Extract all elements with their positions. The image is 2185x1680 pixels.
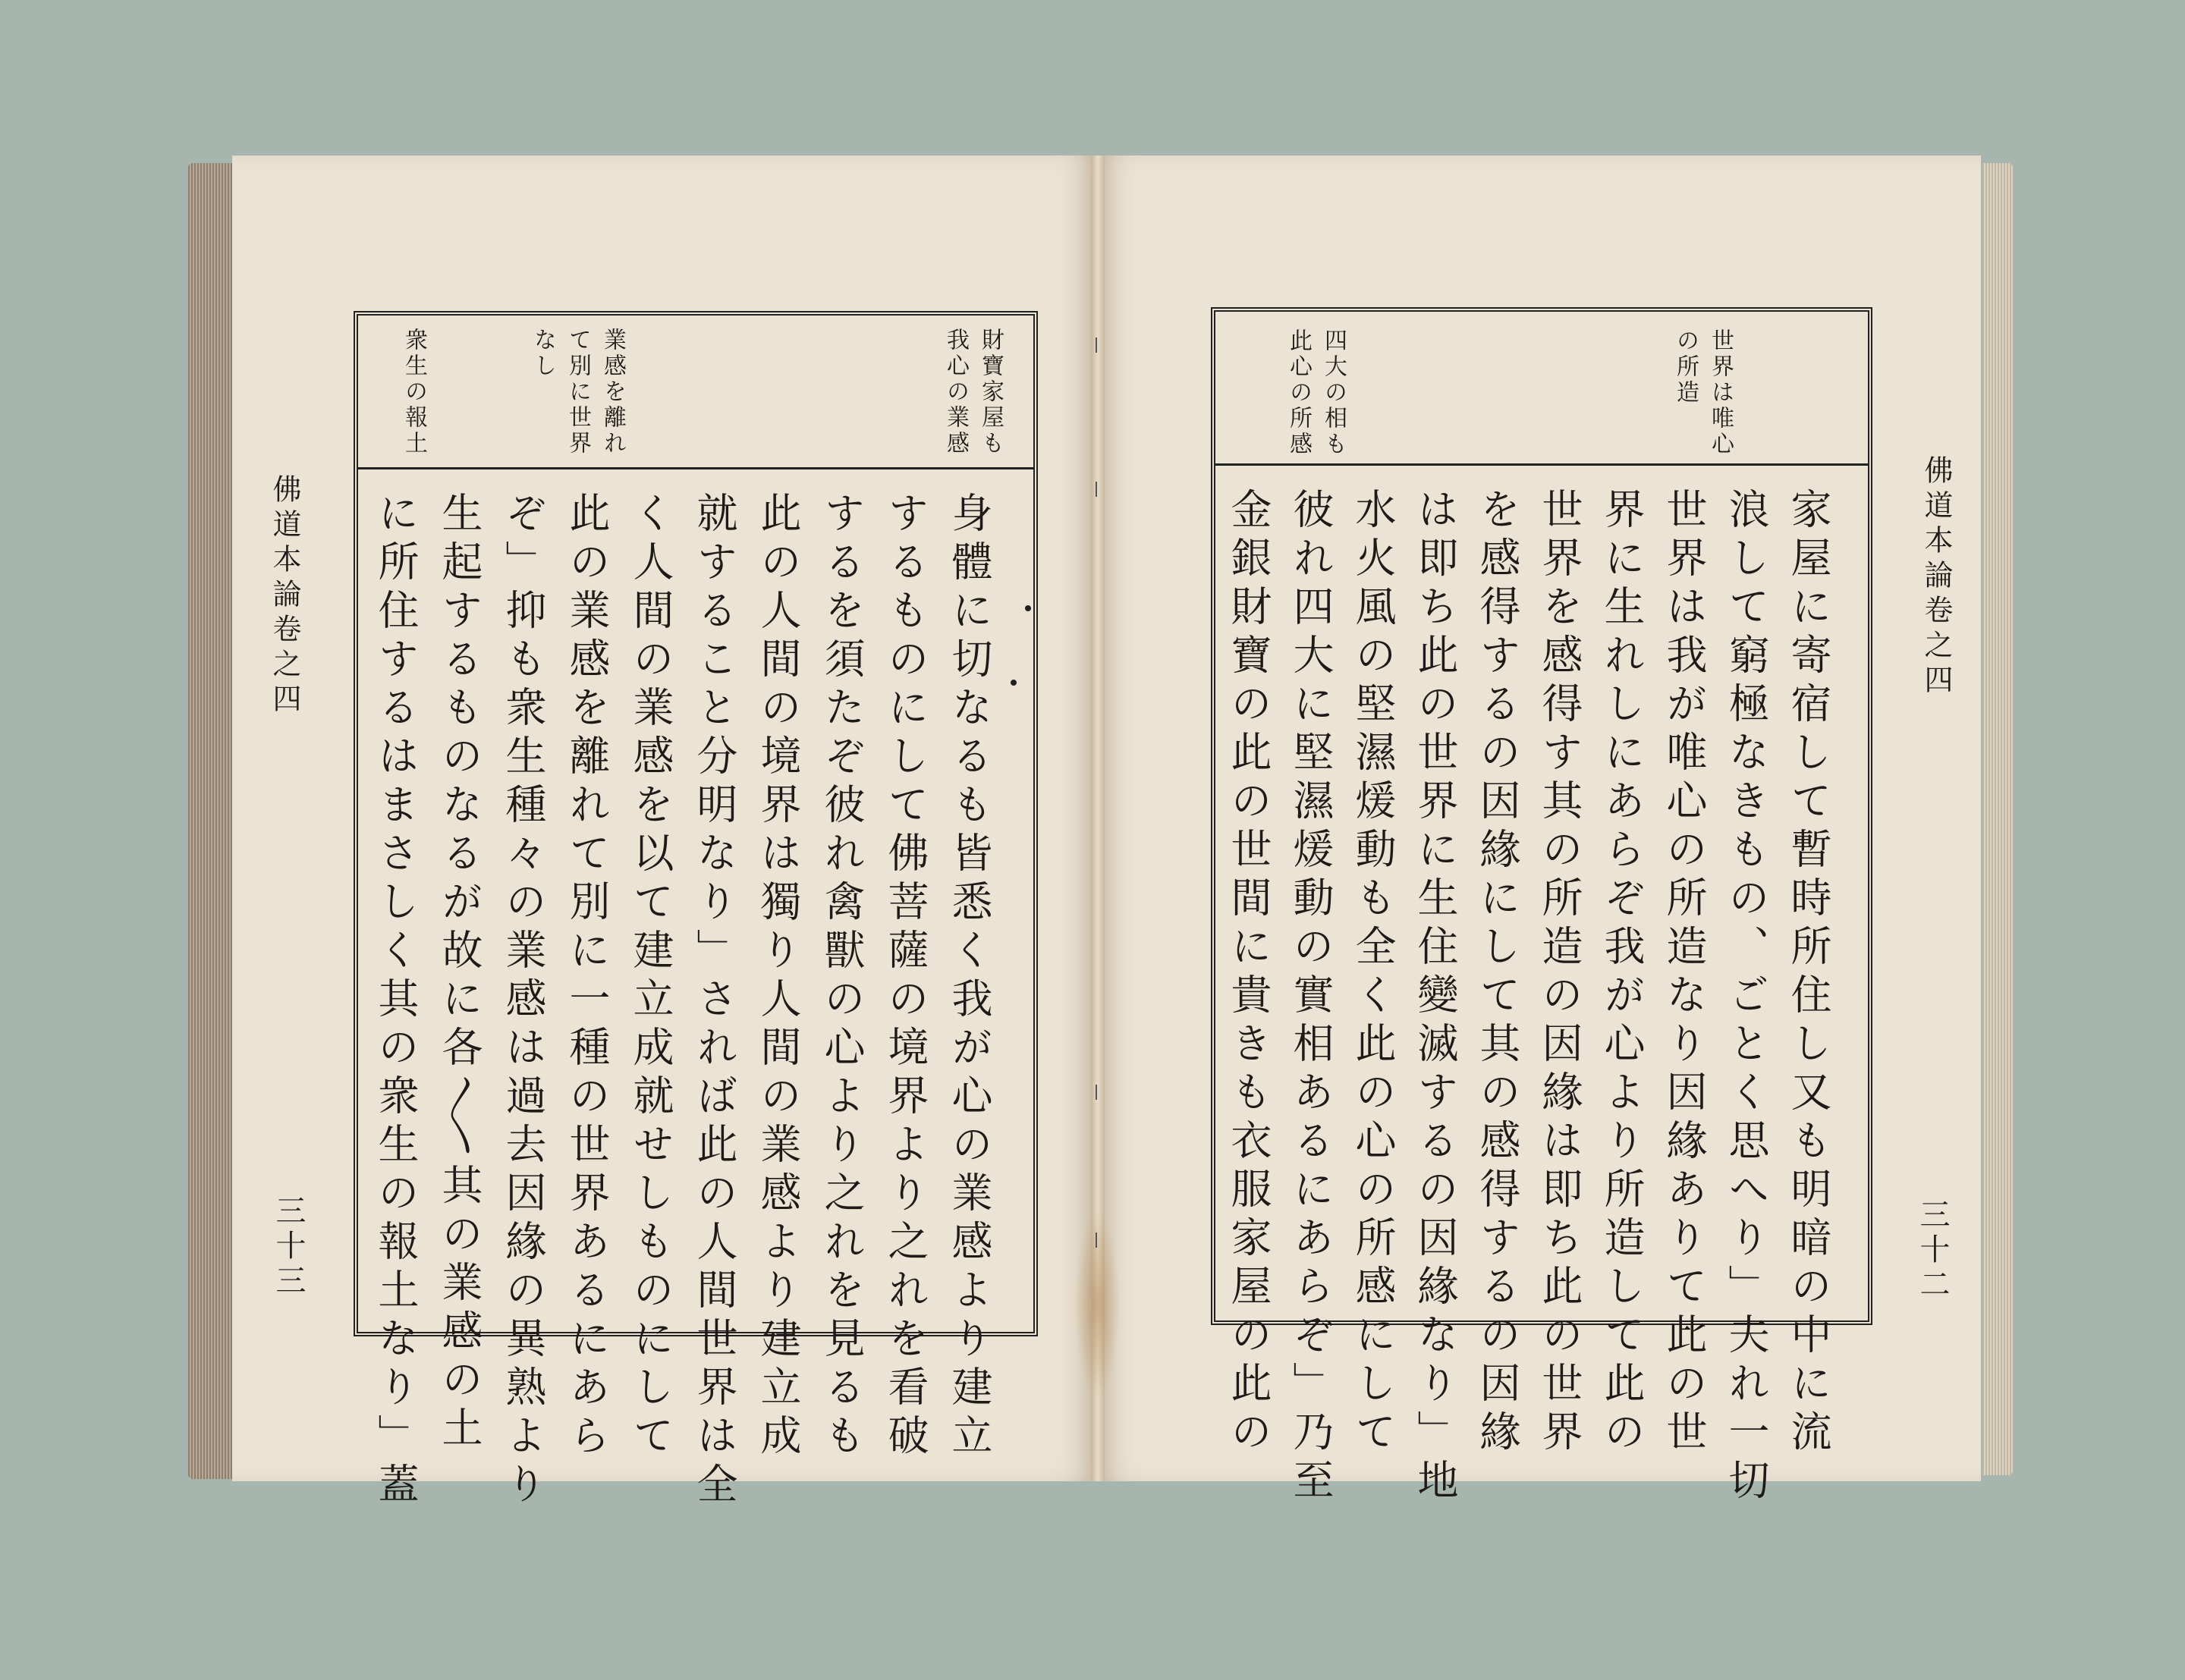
page-number-right: 三十二 <box>1915 1198 1950 1303</box>
body-column-right-3: 世界は我が唯心の所造なり因緣ありて此の世 <box>1660 488 1708 1459</box>
note-right-4: 此心の所感 <box>1285 328 1312 457</box>
page-edges-left <box>188 163 234 1479</box>
body-column-left-7: 此の業感を離れて別に一種の世界あるにあら <box>563 491 611 1462</box>
body-column-right-8: 水火風の堅濕煖動も全く此の心の所感にして <box>1349 488 1397 1459</box>
open-book <box>188 155 2013 1511</box>
note-left-2: 我心の業感 <box>942 328 969 457</box>
body-column-right-7: は即ち此の世界に生住變滅するの因緣なり」地 <box>1411 488 1459 1507</box>
body-column-right-9: 彼れ四大に堅濕煖動の實相あるにあらぞ」乃至 <box>1287 488 1335 1507</box>
ink-dot <box>1025 605 1031 611</box>
body-column-left-2: するものにして佛菩薩の境界より之れを看破 <box>882 491 929 1462</box>
marginal-notes-right <box>1215 312 1868 466</box>
text-frame-right <box>1211 307 1872 1507</box>
body-column-right-2: 浪して窮極なきもの、ごとく思へり」夫れ一切 <box>1722 488 1770 1507</box>
body-column-left-6: く人間の業感を以て建立成就せしものにして <box>627 491 674 1462</box>
body-column-right-4: 界に生れしにあらぞ我が心より所造して此の <box>1598 488 1646 1459</box>
body-column-right-6: を感得するの因緣にして其の感得するの因緣 <box>1473 488 1521 1459</box>
running-title-right: 佛道本論卷之四 <box>1919 455 1953 699</box>
note-right-1: 世界は唯心 <box>1707 328 1734 457</box>
body-column-left-8: ぞ」抑も衆生種々の業感は過去因緣の異熟より <box>499 491 547 1511</box>
binding-stitch <box>1096 482 1097 497</box>
left-page <box>232 155 1097 1511</box>
body-column-left-10: に所住するはまさしく其の衆生の報土なり」蓋 <box>372 491 420 1511</box>
binding-stain <box>1074 1210 1120 1399</box>
running-title-left: 佛道本論卷之四 <box>268 474 301 718</box>
ink-dot <box>1011 680 1017 686</box>
note-left-1: 財寶家屋も <box>977 328 1004 457</box>
note-left-5: なし <box>530 328 556 379</box>
note-right-2: の所造 <box>1672 328 1699 406</box>
note-left-4: て別に世界 <box>564 328 591 457</box>
page-number-left: 三十三 <box>271 1195 306 1299</box>
body-column-left-5: 就すること分明なり」されば此の人間世界は全 <box>690 491 738 1511</box>
body-column-left-4: 此の人間の境界は獨り人間の業感より建立成 <box>754 491 802 1462</box>
right-page <box>1097 155 1981 1507</box>
text-frame-left <box>354 311 1038 1511</box>
marginal-notes-left <box>358 316 1033 469</box>
note-left-3: 業感を離れ <box>599 328 626 457</box>
body-column-right-5: 世界を感得す其の所造の因緣は即ち此の世界 <box>1536 488 1583 1459</box>
page-edges-right <box>1982 163 2013 1475</box>
body-column-right-10: 金銀財寶の此の世間に貴きも衣服家屋の此の <box>1225 488 1272 1459</box>
note-right-3: 四大の相も <box>1320 328 1347 457</box>
binding-stitch <box>1096 1233 1097 1248</box>
body-column-left-1: 身體に切なるも皆悉く我が心の業感より建立 <box>945 491 993 1462</box>
body-column-right-1: 家屋に寄宿して暫時所住し又も明暗の中に流 <box>1784 488 1832 1459</box>
binding-stitch <box>1096 1085 1097 1100</box>
body-column-left-9: 生起するものなるが故に各〳〵其の業感の土 <box>435 491 483 1455</box>
note-left-6: 衆生の報土 <box>401 328 427 457</box>
body-column-left-3: するを須たぞ彼れ禽獸の心より之れを見るも <box>818 491 866 1462</box>
binding-stitch <box>1096 338 1097 353</box>
